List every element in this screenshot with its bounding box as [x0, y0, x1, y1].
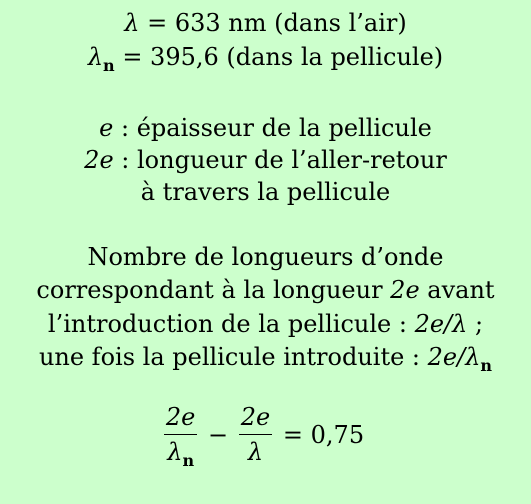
fraction-2e-over-lambda-n [164, 402, 197, 470]
lambda-air-value: = 633 nm (dans l’air) [147, 9, 407, 37]
fraction-1-numerator [164, 402, 197, 435]
paragraph-text-4a: une fois la pellicule introduite : [38, 343, 428, 371]
two-e-variable: 2e [84, 146, 114, 174]
paragraph-text-3a: l’introduction de la pellicule : [47, 310, 415, 338]
denominator-1-subscript: n [182, 451, 195, 470]
numerator-1-text: 2e [165, 403, 196, 431]
two-e-definition-text: : longueur de l’aller-retour [113, 146, 447, 174]
paragraph-var-ratio: 2e/λ [414, 310, 468, 338]
minus-sign: − [208, 420, 229, 449]
fraction-2-numerator [239, 402, 272, 435]
lambda-film-value: = 395,6 (dans la pellicule) [122, 43, 444, 71]
lambda-film-line [0, 42, 531, 75]
paragraph-line-2 [0, 275, 531, 305]
paragraph-line-4 [0, 342, 531, 375]
fraction-1-denominator [164, 435, 197, 470]
paragraph-var-2e: 2e [390, 276, 420, 304]
paragraph-var-ratio-n: 2e/λ [427, 343, 481, 371]
definition-e [0, 113, 531, 143]
paragraph-text-2a: correspondant à la longueur [36, 276, 391, 304]
numerator-2-text: 2e [240, 403, 271, 431]
lambda-air-line [0, 8, 531, 38]
paragraph-text-1: Nombre de longueurs d’onde [87, 243, 444, 271]
fraction-2-denominator [239, 435, 272, 467]
lambda-symbol: λ [124, 9, 140, 37]
definition-2e [0, 145, 531, 175]
fraction-2e-over-lambda [239, 402, 272, 467]
two-e-definition-text-2: à travers la pellicule [140, 178, 391, 206]
definition-2e-continued [0, 177, 531, 207]
denominator-2-text: λ [247, 438, 264, 466]
paragraph-subscript-n: n [480, 356, 493, 375]
paragraph-line-1 [0, 242, 531, 272]
result-equation [0, 402, 531, 470]
lambda-n-subscript: n [103, 56, 115, 75]
paragraph-text-2b: avant [419, 276, 495, 304]
denominator-1-text: λ [167, 438, 183, 466]
e-definition-text: : épaisseur de la pellicule [113, 114, 432, 142]
paragraph-line-3 [0, 309, 531, 339]
equation-result: = 0,75 [282, 420, 365, 449]
lambda-n-symbol: λ [87, 43, 104, 71]
paragraph-text-3b: ; [467, 310, 484, 338]
e-variable: e [99, 114, 114, 142]
